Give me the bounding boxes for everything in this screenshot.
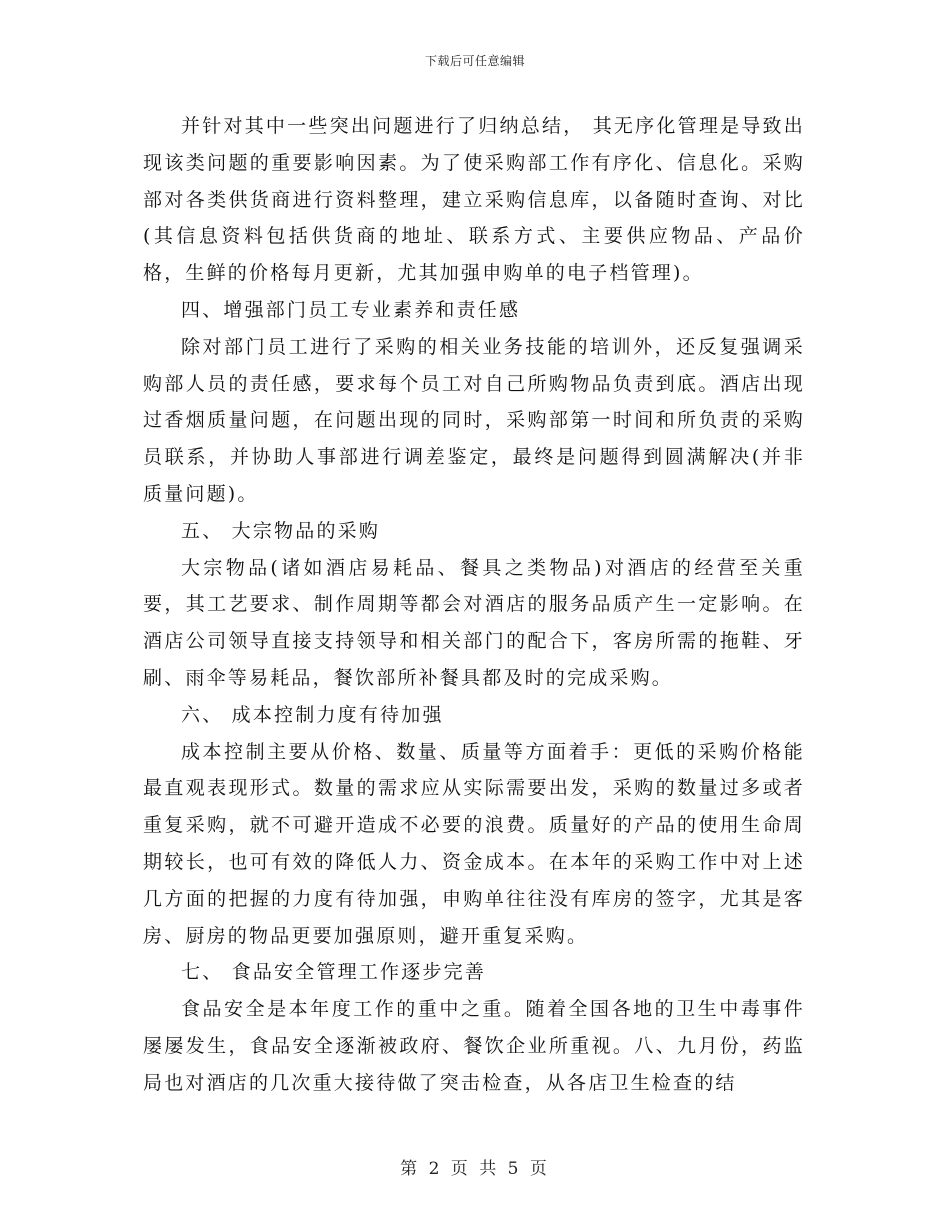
paragraph: 食品安全是本年度工作的重中之重。随着全国各地的卫生中毒事件屡屡发生，食品安全逐渐被政府、餐饮企业所重视。八、九月份，药监局也对酒店的几次重大接待做了突击检查，从各店卫生检查的结 <box>143 998 805 1094</box>
section-heading: 四、增强部门员工专业素养和责任感 <box>181 298 521 321</box>
page-header: 下载后可任意编辑 <box>424 54 525 68</box>
section-heading: 六、 成本控制力度有待加强 <box>181 703 444 726</box>
page-footer: 第 2 页 共 5 页 <box>400 1159 550 1179</box>
paragraph: 大宗物品(诸如酒店易耗品、餐具之类物品)对酒店的经营至关重要，其工艺要求、制作周期等都会对酒店的服务品质产生一定影响。在酒店公司领导直接支持领导和相关部门的配合下，客房所需的拖鞋、牙刷、雨伞等易耗品，餐饮部所补餐具都及时的完成采购。 <box>143 556 805 689</box>
section-heading: 五、 大宗物品的采购 <box>181 519 381 542</box>
section-heading: 七、 食品安全管理工作逐步完善 <box>181 961 487 984</box>
document-body <box>143 108 805 1102</box>
paragraph: 并针对其中一些突出问题进行了归纳总结， 其无序化管理是导致出现该类问题的重要影响因素。为了使采购部工作有序化、信息化。采购部对各类供货商进行资料整理，建立采购信息库，以备随时查询、对比(其信息资料包括供货商的地址、联系方式、主要供应物品、产品价格，生鲜的价格每月更新，尤其加强申购单的电子档管理)。 <box>143 115 805 285</box>
paragraph: 除对部门员工进行了采购的相关业务技能的培训外，还反复强调采购部人员的责任感，要求每个员工对自己所购物品负责到底。酒店出现过香烟质量问题，在问题出现的同时，采购部第一时间和所负责的采购员联系，并协助人事部进行调差鉴定，最终是问题得到圆满解决(并非质量问题)。 <box>143 335 805 505</box>
paragraph: 成本控制主要从价格、数量、质量等方面着手：更低的采购价格能最直观表现形式。数量的需求应从实际需要出发，采购的数量过多或者重复采购，就不可避开造成不必要的浪费。质量好的产品的使用生命周期较长，也可有效的降低人力、资金成本。在本年的采购工作中对上述几方面的把握的力度有待加强，申购单往往没有库房的签字，尤其是客房、厨房的物品更要加强原则，避开重复采购。 <box>143 740 805 947</box>
